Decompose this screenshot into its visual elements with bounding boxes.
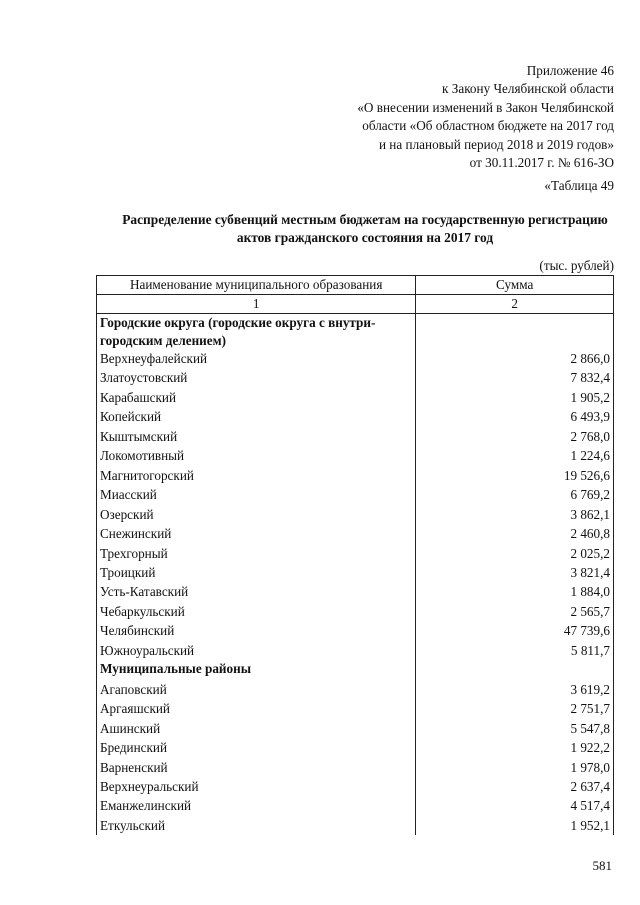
table-row	[97, 368, 614, 387]
table-row	[97, 388, 614, 407]
table-row	[97, 699, 614, 718]
subvention-amount: 1 905,2	[416, 388, 614, 407]
subvention-amount: 3 821,4	[416, 563, 614, 582]
subvention-amount: 2 866,0	[416, 349, 614, 368]
table-row	[97, 349, 614, 368]
municipality-name: Верхнеуфалейский	[97, 349, 416, 368]
section-title-line: Городские округа (городские округа с внутри-	[100, 315, 376, 330]
municipality-name: Снежинский	[97, 524, 416, 543]
table-row	[97, 719, 614, 738]
municipality-name: Озерский	[97, 505, 416, 524]
appendix-line: и на плановый период 2018 и 2019 годов»	[378, 136, 614, 152]
column-header-name: Наименование муниципального образования	[97, 276, 416, 295]
subvention-amount: 2 637,4	[416, 777, 614, 796]
municipality-name: Миасский	[97, 485, 416, 504]
table-row	[97, 505, 614, 524]
subvention-amount: 6 769,2	[416, 485, 614, 504]
table-row	[97, 485, 614, 504]
table-row	[97, 602, 614, 621]
municipality-name: Еманжелинский	[97, 796, 416, 815]
subvention-amount: 1 978,0	[416, 758, 614, 777]
municipality-name: Златоустовский	[97, 368, 416, 387]
appendix-line: Приложение 46	[526, 63, 614, 78]
municipality-name: Южноуральский	[97, 641, 416, 660]
table-row	[97, 796, 614, 815]
subvention-amount: 2 460,8	[416, 524, 614, 543]
municipality-name: Варненский	[97, 758, 416, 777]
municipality-name: Копейский	[97, 407, 416, 426]
appendix-line: «О внесении изменений в Закон Челябинской	[357, 99, 614, 115]
municipality-name: Верхнеуральский	[97, 777, 416, 796]
table-row	[97, 680, 614, 699]
table-row	[97, 641, 614, 660]
section-row-municipal-districts	[97, 660, 614, 679]
units-label: (тыс. рублей)	[539, 258, 614, 273]
document-title-line: актов гражданского состояния на 2017 год	[236, 230, 494, 245]
municipality-name: Челябинский	[97, 621, 416, 640]
appendix-line: области «Об областном бюджете на 2017 год	[362, 118, 614, 134]
table-row	[97, 816, 614, 835]
subvention-amount: 7 832,4	[416, 368, 614, 387]
column-number-row	[97, 295, 614, 314]
appendix-line: к Закону Челябинской области	[442, 81, 614, 97]
section-title: Муниципальные районы	[97, 660, 416, 679]
section-sum-cell	[416, 660, 614, 679]
column-header-sum: Сумма	[416, 276, 614, 295]
table-row	[97, 524, 614, 543]
subvention-amount: 2 565,7	[416, 602, 614, 621]
subvention-amount: 1 884,0	[416, 582, 614, 601]
table-row	[97, 621, 614, 640]
municipality-name: Еткульский	[97, 816, 416, 835]
municipality-name: Магнитогорский	[97, 466, 416, 485]
municipality-name: Аргаяшский	[97, 699, 416, 718]
municipality-name: Локомотивный	[97, 446, 416, 465]
column-number: 2	[416, 295, 614, 314]
subvention-amount: 2 768,0	[416, 427, 614, 446]
table-reference: «Таблица 49	[544, 178, 614, 193]
subvention-amount: 3 619,2	[416, 680, 614, 699]
document-title	[70, 211, 640, 247]
table-row	[97, 427, 614, 446]
subvention-table	[96, 275, 614, 835]
table-row	[97, 446, 614, 465]
table-row	[97, 738, 614, 757]
subvention-amount: 2 025,2	[416, 544, 614, 563]
municipality-name: Ашинский	[97, 719, 416, 738]
subvention-amount: 3 862,1	[416, 505, 614, 524]
subvention-amount: 5 811,7	[416, 641, 614, 660]
subvention-amount: 47 739,6	[416, 621, 614, 640]
section-sum-cell	[416, 314, 614, 350]
table-header-row	[97, 276, 614, 295]
subvention-amount: 1 224,6	[416, 446, 614, 465]
municipality-name: Усть-Катавский	[97, 582, 416, 601]
municipality-name: Трехгорный	[97, 544, 416, 563]
column-number: 1	[97, 295, 416, 314]
table-row	[97, 758, 614, 777]
municipality-name: Брединский	[97, 738, 416, 757]
municipality-name: Агаповский	[97, 680, 416, 699]
table-row	[97, 466, 614, 485]
subvention-amount: 5 547,8	[416, 719, 614, 738]
subvention-amount: 4 517,4	[416, 796, 614, 815]
subvention-amount: 1 952,1	[416, 816, 614, 835]
municipality-name: Карабашский	[97, 388, 416, 407]
subvention-amount: 2 751,7	[416, 699, 614, 718]
municipality-name: Кыштымский	[97, 427, 416, 446]
section-row-city-districts	[97, 314, 614, 350]
subvention-amount: 19 526,6	[416, 466, 614, 485]
municipality-name: Троицкий	[97, 563, 416, 582]
municipality-name: Чебаркульский	[97, 602, 416, 621]
subvention-amount: 6 493,9	[416, 407, 614, 426]
subvention-amount: 1 922,2	[416, 738, 614, 757]
table-row	[97, 582, 614, 601]
document-title-line: Распределение субвенций местным бюджетам на государственную регистрацию	[122, 212, 608, 227]
table-row	[97, 407, 614, 426]
table-row	[97, 777, 614, 796]
page-number: 581	[592, 858, 612, 873]
section-title	[97, 314, 416, 350]
appendix-line: от 30.11.2017 г. № 616-ЗО	[469, 155, 614, 171]
table-row	[97, 563, 614, 582]
section-title-line: городским делением)	[100, 332, 227, 348]
table-row	[97, 544, 614, 563]
appendix-header	[274, 62, 614, 172]
